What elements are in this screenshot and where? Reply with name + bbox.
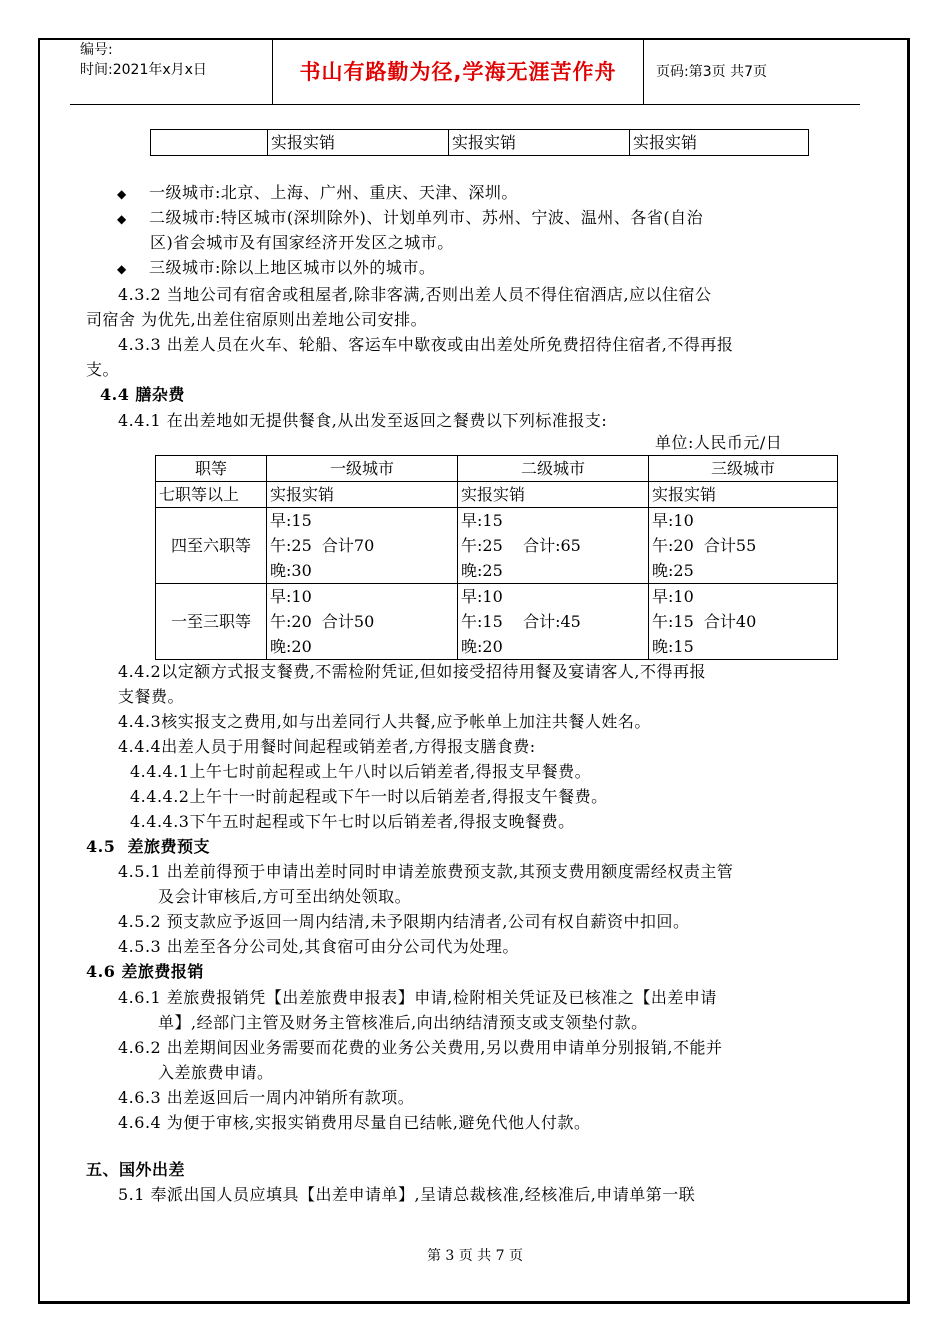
paragraph: 4.3.3 出差人员在火车、轮船、客运车中歇夜或由出差处所免费招待住宿者,不得再报 (118, 335, 734, 354)
table-cell: 实报实销 (268, 130, 449, 156)
table-row (156, 508, 838, 584)
list-item: ◆ 一级城市:北京、上海、广州、重庆、天津、深圳。 (117, 180, 518, 207)
section-heading: 4.5 差旅费预支 (86, 837, 210, 856)
header-meta (80, 40, 276, 104)
list-item: ◆ 三级城市:除以上地区城市以外的城市。 (117, 255, 435, 282)
list-item: ◆ 二级城市:特区城市(深圳除外)、计划单列市、苏州、宁波、温州、各省(自治 (117, 205, 703, 232)
diamond-bullet-icon: ◆ (117, 187, 127, 201)
paragraph: 入差旅费申请。 (158, 1063, 274, 1082)
paragraph: 单】,经部门主管及财务主管核准后,向出纳结清预支或支领垫付款。 (158, 1013, 648, 1032)
section-heading: 4.4 膳杂费 (100, 385, 185, 404)
paragraph: 4.5.2 预支款应予返回一周内结清,未予限期内结清者,公司有权自薪资中扣回。 (118, 912, 690, 931)
table-cell: 早:10 午:20 合计50 晚:20 (267, 584, 458, 660)
table-cell: 早:15 午:25 合计70 晚:30 (267, 508, 458, 584)
paragraph: 4.6.3 出差返回后一周内冲销所有款项。 (118, 1088, 415, 1107)
paragraph: 4.3.2 当地公司有宿舍或租屋者,除非客满,否则出差人员不得住宿酒店,应以住宿公 (118, 285, 712, 304)
paragraph: 4.4.3核实报支之费用,如与出差同行人共餐,应予帐单上加注共餐人姓名。 (118, 712, 651, 731)
paragraph: 4.4.4出差人员于用餐时间起程或销差者,方得报支膳食费: (118, 737, 536, 756)
table-cell: 早:10 午:15 合计:45 晚:20 (458, 584, 649, 660)
list-item-continued: 区)省会城市及有国家经济开发区之城市。 (150, 233, 454, 252)
paragraph: 司宿舍 为优先,出差住宿原则出差地公司安排。 (86, 310, 428, 329)
table-cell: 实报实销 (267, 482, 458, 508)
paragraph: 5.1 奉派出国人员应填具【出差申请单】,呈请总裁核准,经核准后,申请单第一联 (118, 1185, 696, 1204)
header-number: 编号: (80, 42, 113, 58)
paragraph: 4.5.3 出差至各分公司处,其食宿可由分公司代为处理。 (118, 937, 519, 956)
paragraph: 4.4.4.2上午十一时前起程或下午一时以后销差者,得报支午餐费。 (130, 787, 608, 806)
paragraph: 4.4.4.1上午七时前起程或上午八时以后销差者,得报支早餐费。 (130, 762, 592, 781)
header-time: 时间:2021年x月x日 (80, 62, 207, 78)
table-cell: 实报实销 (449, 130, 630, 156)
top-table (150, 129, 809, 156)
paragraph: 4.4.1 在出差地如无提供餐食,从出发至返回之餐费以下列标准报支: (118, 411, 608, 430)
table-cell: 四至六职等 (156, 508, 267, 584)
paragraph: 及会计审核后,方可至出纳处领取。 (158, 887, 412, 906)
paragraph: 4.4.2以定额方式报支餐费,不需检附凭证,但如接受招待用餐及宴请客人,不得再报 (118, 662, 706, 681)
table-cell: 一至三职等 (156, 584, 267, 660)
header-page-number: 页码:第3页 共7页 (656, 64, 767, 80)
table-header-row (156, 456, 838, 482)
table-cell: 早:15 午:25 合计:65 晚:25 (458, 508, 649, 584)
table-cell: 早:10 午:15 合计40 晚:15 (649, 584, 838, 660)
table-row (156, 482, 838, 508)
paragraph: 支。 (86, 360, 120, 379)
paragraph: 4.5.1 出差前得预于申请出差时同时申请差旅费预支款,其预支费用额度需经权责主管 (118, 862, 734, 881)
paragraph: 4.4.4.3下午五时起程或下午七时以后销差者,得报支晚餐费。 (130, 812, 575, 831)
paragraph: 4.6.1 差旅费报销凭【出差旅费申报表】申请,检附相关凭证及已核准之【出差申请 (118, 988, 717, 1007)
table-row (151, 130, 809, 156)
paragraph: 4.6.2 出差期间因业务需要而花费的业务公关费用,另以费用申请单分别报销,不能并 (118, 1038, 723, 1057)
table-header-cell: 一级城市 (267, 456, 458, 482)
header-slogan: 书山有路勤为径,学海无涯苦作舟 (272, 40, 644, 104)
page-footer: 第 3 页 共 7 页 (426, 1248, 524, 1264)
paragraph: 4.6.4 为便于审核,实报实销费用尽量自已结帐,避免代他人付款。 (118, 1113, 591, 1132)
meal-allowance-table (155, 455, 838, 660)
table-cell: 实报实销 (649, 482, 838, 508)
table-cell: 早:10 午:20 合计55 晚:25 (649, 508, 838, 584)
table-row (156, 584, 838, 660)
paragraph: 支餐费。 (118, 687, 185, 706)
page-header (70, 40, 860, 105)
table-header-cell: 三级城市 (649, 456, 838, 482)
table-cell: 七职等以上 (156, 482, 267, 508)
table-header-cell: 职等 (156, 456, 267, 482)
unit-note: 单位:人民币元/日 (655, 433, 783, 452)
chapter-heading: 五、国外出差 (86, 1160, 186, 1179)
table-cell: 实报实销 (630, 130, 809, 156)
diamond-bullet-icon: ◆ (117, 212, 127, 226)
diamond-bullet-icon: ◆ (117, 262, 127, 276)
section-heading: 4.6 差旅费报销 (86, 962, 204, 981)
table-cell: 实报实销 (458, 482, 649, 508)
table-header-cell: 二级城市 (458, 456, 649, 482)
table-cell (151, 130, 268, 156)
